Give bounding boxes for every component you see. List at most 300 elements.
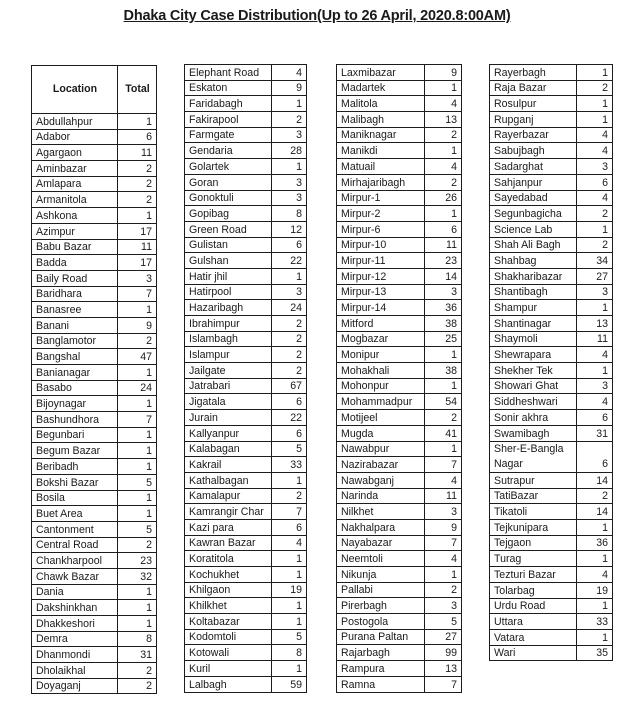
table-row [490, 363, 613, 379]
table-row [32, 333, 157, 349]
table-row [185, 206, 307, 222]
location-name: Demra [32, 631, 118, 647]
location-name: Islampur [185, 347, 272, 363]
location-name: Dhanmondi [32, 647, 118, 663]
location-name: Jigatala [185, 394, 272, 410]
case-total: 33 [577, 614, 613, 630]
table-row [32, 129, 157, 145]
case-total: 11 [425, 488, 462, 504]
table-row [337, 253, 462, 269]
table-row [32, 553, 157, 569]
case-total: 41 [425, 425, 462, 441]
case-total: 4 [272, 535, 307, 551]
case-total: 1 [577, 520, 613, 536]
case-total: 24 [272, 300, 307, 316]
table-row [185, 268, 307, 284]
table-row [337, 127, 462, 143]
table-row [490, 629, 613, 645]
location-name: Beribadh [32, 459, 118, 475]
location-name: Sahjanpur [490, 174, 577, 190]
table-row [185, 394, 307, 410]
location-name: Kalabagan [185, 441, 272, 457]
location-name: Kamalapur [185, 488, 272, 504]
location-name: Mirpur-12 [337, 268, 425, 284]
case-total: 3 [272, 284, 307, 300]
case-total: 6 [272, 425, 307, 441]
table-row [490, 221, 613, 237]
location-name: Rayerbagh [490, 65, 577, 81]
location-name: Motijeel [337, 410, 425, 426]
location-name: Raja Bazar [490, 80, 577, 96]
table-row [185, 535, 307, 551]
case-total: 1 [118, 443, 157, 459]
case-total: 4 [425, 551, 462, 567]
case-total: 6 [577, 174, 613, 190]
table-row [32, 647, 157, 663]
table-row [32, 412, 157, 428]
table-row [185, 316, 307, 332]
location-name: Jurain [185, 410, 272, 426]
location-name: Azimpur [32, 223, 118, 239]
table-row [337, 661, 462, 677]
location-name: Khilgaon [185, 582, 272, 598]
location-name: Bijoynagar [32, 396, 118, 412]
case-total: 1 [272, 567, 307, 583]
table-row [337, 488, 462, 504]
table-row [32, 663, 157, 679]
table-row [185, 221, 307, 237]
table-row [185, 347, 307, 363]
table-row [337, 519, 462, 535]
table-row [337, 363, 462, 379]
case-total: 9 [425, 65, 462, 81]
table-row [490, 488, 613, 504]
case-total: 36 [577, 535, 613, 551]
table-row [337, 472, 462, 488]
case-total: 2 [425, 410, 462, 426]
table-row [490, 316, 613, 332]
case-total: 34 [577, 253, 613, 269]
location-name: Mirpur-1 [337, 190, 425, 206]
case-total: 1 [577, 65, 613, 81]
table-row [337, 268, 462, 284]
table-row [32, 255, 157, 271]
location-name: Science Lab [490, 221, 577, 237]
location-name: Purana Paltan [337, 629, 425, 645]
location-name: Cantonment [32, 521, 118, 537]
case-total: 23 [118, 553, 157, 569]
table-row [32, 365, 157, 381]
case-total: 2 [118, 176, 157, 192]
table-row [337, 237, 462, 253]
case-total: 59 [272, 676, 307, 692]
case-total: 3 [425, 284, 462, 300]
location-name: Sutrapur [490, 473, 577, 489]
location-name: Kodomtoli [185, 629, 272, 645]
table-row [185, 598, 307, 614]
case-total: 8 [272, 206, 307, 222]
case-total: 2 [272, 363, 307, 379]
table-row [490, 535, 613, 551]
location-name: Segunbagicha [490, 206, 577, 222]
table-row [490, 347, 613, 363]
table-row [32, 239, 157, 255]
location-name: Chankharpool [32, 553, 118, 569]
location-name: Kallyanpur [185, 425, 272, 441]
table-row [490, 112, 613, 128]
table-row [185, 582, 307, 598]
case-total: 1 [425, 80, 462, 96]
table-row [337, 394, 462, 410]
table-row [185, 472, 307, 488]
case-total: 4 [577, 143, 613, 159]
table-row [490, 614, 613, 630]
location-name: Uttara [490, 614, 577, 630]
case-total: 19 [577, 582, 613, 598]
case-total: 25 [425, 331, 462, 347]
case-total: 11 [577, 331, 613, 347]
case-total: 6 [577, 441, 613, 473]
case-total: 1 [425, 206, 462, 222]
case-total: 6 [272, 394, 307, 410]
case-total: 3 [118, 270, 157, 286]
table-row [337, 645, 462, 661]
case-total: 14 [425, 268, 462, 284]
table-row [185, 676, 307, 692]
location-name: Tikatoli [490, 504, 577, 520]
location-name: Koltabazar [185, 614, 272, 630]
table-row [185, 127, 307, 143]
case-total: 5 [272, 629, 307, 645]
location-name: Tejkunipara [490, 520, 577, 536]
location-name: Shampur [490, 300, 577, 316]
table-row [32, 114, 157, 130]
table-row [185, 645, 307, 661]
table-row [185, 504, 307, 520]
case-total: 13 [425, 661, 462, 677]
location-name: Mirpur-13 [337, 284, 425, 300]
case-total: 99 [425, 645, 462, 661]
location-name: Nawabpur [337, 441, 425, 457]
table-row [32, 317, 157, 333]
case-total: 17 [118, 255, 157, 271]
location-name: Sher-E-Bangla Nagar [490, 441, 577, 473]
table-row [32, 286, 157, 302]
location-name: Pallabi [337, 582, 425, 598]
case-total: 1 [118, 427, 157, 443]
location-name: Kuril [185, 661, 272, 677]
case-total: 1 [272, 472, 307, 488]
location-name: Lalbagh [185, 676, 272, 692]
table-row [32, 474, 157, 490]
location-name: Rosulpur [490, 96, 577, 112]
table-row [32, 537, 157, 553]
location-name: Khilkhet [185, 598, 272, 614]
location-name: Nazirabazar [337, 457, 425, 473]
table-row [337, 159, 462, 175]
location-name: Dakshinkhan [32, 600, 118, 616]
case-total: 2 [577, 237, 613, 253]
location-name: Laxmibazar [337, 65, 425, 81]
location-name: Tezturi Bazar [490, 567, 577, 583]
table-row [32, 506, 157, 522]
location-name: Dhakkeshori [32, 616, 118, 632]
location-name: Madartek [337, 80, 425, 96]
location-name: Kawran Bazar [185, 535, 272, 551]
table-row [337, 331, 462, 347]
case-total: 1 [577, 112, 613, 128]
page-title: Dhaka City Case Distribution(Up to 26 April, 2020.8:00AM) [123, 8, 511, 24]
case-total: 2 [577, 80, 613, 96]
case-total: 24 [118, 380, 157, 396]
table-row [337, 96, 462, 112]
case-total: 5 [425, 614, 462, 630]
table-row [185, 378, 307, 394]
table-header-row [32, 66, 157, 114]
case-total: 1 [577, 221, 613, 237]
table-row [185, 410, 307, 426]
location-name: Sayedabad [490, 190, 577, 206]
location-name: Monipur [337, 347, 425, 363]
table-row [337, 284, 462, 300]
table-row [490, 425, 613, 441]
location-name: Ramna [337, 676, 425, 692]
table-row [32, 568, 157, 584]
case-total: 2 [425, 582, 462, 598]
location-name: Begunbari [32, 427, 118, 443]
case-total: 1 [425, 567, 462, 583]
location-name: Mirpur-11 [337, 253, 425, 269]
table-row [32, 584, 157, 600]
table-row [337, 457, 462, 473]
case-total: 7 [425, 535, 462, 551]
case-total: 3 [577, 159, 613, 175]
case-total: 1 [272, 159, 307, 175]
table-row [490, 504, 613, 520]
case-total: 12 [272, 221, 307, 237]
table-row [490, 473, 613, 489]
table-row [490, 300, 613, 316]
table-row [32, 349, 157, 365]
table-row [337, 190, 462, 206]
table-row [490, 441, 613, 473]
table-row [490, 206, 613, 222]
case-total: 2 [577, 206, 613, 222]
case-total: 2 [118, 663, 157, 679]
location-name: Nakhalpara [337, 519, 425, 535]
case-total: 4 [577, 190, 613, 206]
location-name: Baridhara [32, 286, 118, 302]
case-total: 13 [425, 112, 462, 128]
table-row [490, 394, 613, 410]
location-name: Banasree [32, 302, 118, 318]
table-row [337, 614, 462, 630]
location-name: Adabor [32, 129, 118, 145]
case-table-column-4 [489, 64, 613, 661]
location-name: Matuail [337, 159, 425, 175]
table-row [490, 174, 613, 190]
table-row [337, 551, 462, 567]
table-row [185, 112, 307, 128]
case-total: 7 [118, 286, 157, 302]
table-row [185, 567, 307, 583]
location-name: Siddheshwari [490, 394, 577, 410]
case-total: 22 [272, 410, 307, 426]
location-name: Baily Road [32, 270, 118, 286]
table-row [185, 363, 307, 379]
case-total: 4 [577, 394, 613, 410]
location-name: Mugda [337, 425, 425, 441]
location-name: Manikdi [337, 143, 425, 159]
case-total: 7 [118, 412, 157, 428]
case-total: 1 [272, 614, 307, 630]
case-total: 38 [425, 316, 462, 332]
case-total: 35 [577, 645, 613, 661]
case-total: 2 [425, 174, 462, 190]
location-name: Urdu Road [490, 598, 577, 614]
table-row [490, 645, 613, 661]
location-name: Banianagar [32, 365, 118, 381]
case-total: 1 [425, 347, 462, 363]
table-row [337, 504, 462, 520]
case-total: 11 [118, 145, 157, 161]
case-total: 3 [425, 504, 462, 520]
table-row [32, 443, 157, 459]
case-total: 6 [118, 129, 157, 145]
table-row [185, 614, 307, 630]
location-name: Ibrahimpur [185, 316, 272, 332]
location-name: Armanitola [32, 192, 118, 208]
case-total: 2 [425, 127, 462, 143]
location-name: Malitola [337, 96, 425, 112]
location-name: Mohonpur [337, 378, 425, 394]
table-row [32, 192, 157, 208]
location-name: Gulshan [185, 253, 272, 269]
location-name: Elephant Road [185, 65, 272, 81]
location-name: Rampura [337, 661, 425, 677]
location-name: Gendaria [185, 143, 272, 159]
location-name: Sadarghat [490, 159, 577, 175]
case-total: 8 [118, 631, 157, 647]
location-name: Kazi para [185, 519, 272, 535]
case-total: 9 [118, 317, 157, 333]
case-total: 4 [425, 96, 462, 112]
location-name: Islambagh [185, 331, 272, 347]
location-name: Pirerbagh [337, 598, 425, 614]
case-total: 32 [118, 568, 157, 584]
table-row [337, 598, 462, 614]
case-total: 1 [118, 490, 157, 506]
location-name: Dholaikhal [32, 663, 118, 679]
location-name: Shah Ali Bagh [490, 237, 577, 253]
table-row [337, 206, 462, 222]
table-row [337, 65, 462, 81]
location-name: Mitford [337, 316, 425, 332]
case-total: 8 [272, 645, 307, 661]
location-name: Mohakhali [337, 363, 425, 379]
table-row [185, 159, 307, 175]
table-row [32, 678, 157, 694]
table-row [337, 441, 462, 457]
table-row [337, 425, 462, 441]
location-name: Fakirapool [185, 112, 272, 128]
case-total: 1 [118, 396, 157, 412]
table-row [32, 600, 157, 616]
case-table-column-2 [184, 64, 307, 693]
location-name: Hatir jhil [185, 268, 272, 284]
location-name: Farmgate [185, 127, 272, 143]
location-name: Sonir akhra [490, 410, 577, 426]
location-name: Mirpur-14 [337, 300, 425, 316]
case-total: 1 [577, 598, 613, 614]
case-total: 1 [118, 584, 157, 600]
case-total: 4 [425, 472, 462, 488]
case-total: 5 [118, 474, 157, 490]
table-row [490, 80, 613, 96]
table-row [32, 380, 157, 396]
case-total: 27 [425, 629, 462, 645]
location-name: Nawabganj [337, 472, 425, 488]
table-row [337, 535, 462, 551]
location-name: Dania [32, 584, 118, 600]
case-total: 6 [272, 519, 307, 535]
location-name: Doyaganj [32, 678, 118, 694]
table-row [490, 520, 613, 536]
case-total: 6 [272, 237, 307, 253]
case-total: 14 [577, 504, 613, 520]
case-total: 2 [272, 331, 307, 347]
location-name: Nilkhet [337, 504, 425, 520]
header-location: Location [32, 66, 118, 114]
location-name: Buet Area [32, 506, 118, 522]
table-row [337, 410, 462, 426]
table-row [185, 284, 307, 300]
table-row [490, 331, 613, 347]
location-name: Maniknagar [337, 127, 425, 143]
table-row [32, 616, 157, 632]
case-total: 7 [425, 457, 462, 473]
table-row [32, 490, 157, 506]
case-total: 2 [118, 537, 157, 553]
table-row [32, 208, 157, 224]
table-row [32, 631, 157, 647]
location-name: Postogola [337, 614, 425, 630]
location-name: Hazaribagh [185, 300, 272, 316]
location-name: Bashundhora [32, 412, 118, 428]
location-name: Kochukhet [185, 567, 272, 583]
case-total: 4 [577, 347, 613, 363]
location-name: Bokshi Bazar [32, 474, 118, 490]
location-name: Faridabagh [185, 96, 272, 112]
case-total: 3 [577, 284, 613, 300]
table-row [337, 221, 462, 237]
case-total: 2 [118, 161, 157, 177]
case-total: 3 [577, 378, 613, 394]
case-total: 1 [272, 598, 307, 614]
table-row [185, 174, 307, 190]
location-name: Bangshal [32, 349, 118, 365]
table-row [490, 378, 613, 394]
location-name: Shaymoli [490, 331, 577, 347]
location-name: Malibagh [337, 112, 425, 128]
case-total: 4 [425, 159, 462, 175]
table-row [32, 521, 157, 537]
case-total: 5 [118, 521, 157, 537]
case-total: 1 [272, 268, 307, 284]
case-total: 9 [272, 80, 307, 96]
table-row [32, 145, 157, 161]
case-total: 3 [272, 127, 307, 143]
